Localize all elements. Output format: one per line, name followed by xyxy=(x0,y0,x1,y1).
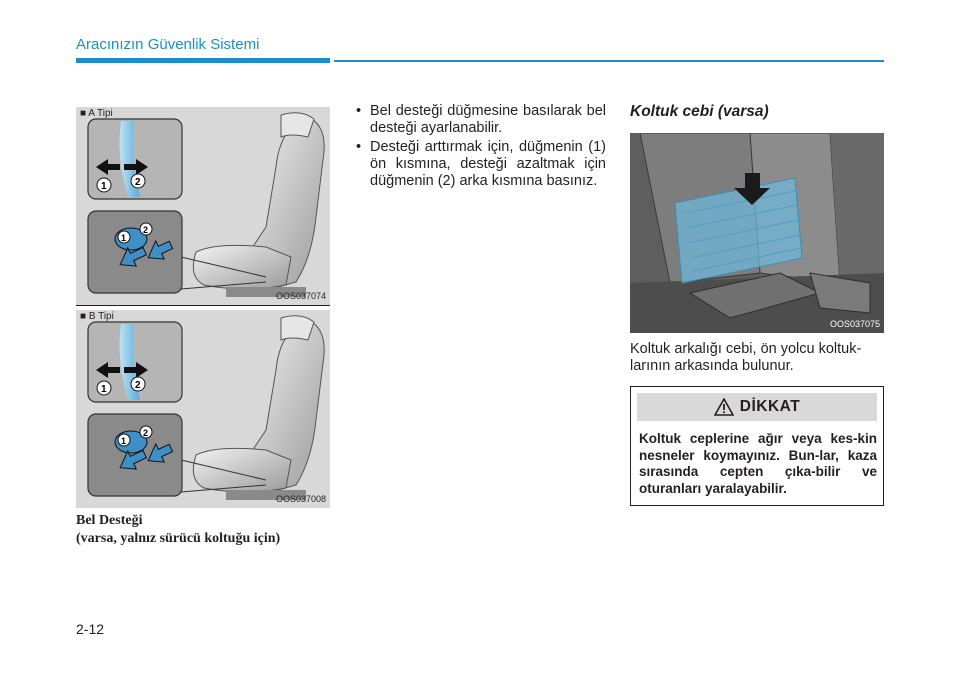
svg-text:1: 1 xyxy=(101,384,107,395)
bullet-text: Desteği arttırmak için, düğmenin (1) ön kısmına, desteği azaltmak için düğmenin (2) arka kısmına basınız. xyxy=(370,139,606,189)
section-title: Aracınızın Güvenlik Sistemi xyxy=(76,36,260,53)
caution-header xyxy=(637,393,877,421)
figure-type-label: ■ A Tipi xyxy=(80,108,113,119)
svg-text:1: 1 xyxy=(101,181,107,192)
svg-text:2: 2 xyxy=(135,177,141,188)
lumbar-instructions xyxy=(354,103,606,192)
figure-code: OOS037074 xyxy=(275,291,326,301)
figure-seat-type-b xyxy=(76,310,330,508)
lumbar-heading-line1: Bel Desteği xyxy=(76,513,143,528)
header-rule-thin xyxy=(334,60,884,62)
bullet-text: Bel desteği düğmesine basılarak bel desteği ayarlanabilir. xyxy=(370,103,606,136)
figure-code: OOS037008 xyxy=(275,494,326,504)
seat-illustration-b xyxy=(76,310,330,508)
bullet-icon: • xyxy=(356,139,362,155)
svg-text:2: 2 xyxy=(143,428,149,438)
svg-text:1: 1 xyxy=(121,233,127,243)
figure-divider xyxy=(76,305,330,306)
svg-text:2: 2 xyxy=(135,380,141,391)
svg-text:1: 1 xyxy=(121,436,127,446)
figure-seatback-pocket xyxy=(630,133,884,333)
list-item xyxy=(354,139,606,190)
seatback-pocket-heading: Koltuk cebi (varsa) xyxy=(630,103,769,120)
warning-triangle-icon xyxy=(714,398,734,416)
seatback-pocket-illustration xyxy=(630,133,884,333)
lumbar-support-heading xyxy=(76,512,346,548)
caution-title: DİKKAT xyxy=(739,398,801,415)
caution-text: Koltuk ceplerine ağır veya kes-kin nesneler koymayınız. Bun-lar, kaza sırasında cepten çıka-bilir ve oturanları yaralayabilir. xyxy=(639,431,877,496)
list-item xyxy=(354,103,606,137)
bullet-icon: • xyxy=(356,103,362,119)
caution-box xyxy=(630,386,884,506)
header-rule-thick xyxy=(76,58,330,63)
figure-seat-type-a xyxy=(76,107,330,305)
page-number: 2-12 xyxy=(76,621,105,637)
seatback-pocket-description: Koltuk arkalığı cebi, ön yolcu koltuk-larının arkasında bulunur. xyxy=(630,341,862,374)
lumbar-heading-line2: (varsa, yalnız sürücü koltuğu için) xyxy=(76,531,281,546)
seat-illustration-a xyxy=(76,107,330,305)
svg-text:2: 2 xyxy=(143,225,149,235)
figure-code: OOS037075 xyxy=(829,319,880,329)
figure-type-label: ■ B Tipi xyxy=(80,311,114,322)
